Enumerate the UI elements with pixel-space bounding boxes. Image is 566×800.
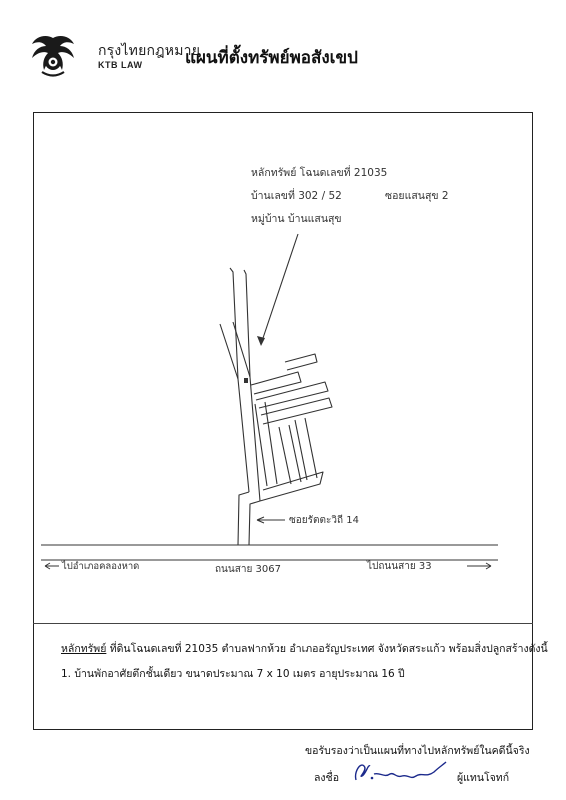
inner-road-6 [265,402,277,484]
inner-road-4 [285,354,317,370]
inner-road-7 [279,427,291,484]
page-header [28,32,548,82]
soi-road-left-edge [238,492,249,545]
certification-statement: ขอรับรองว่าเป็นแผนที่ทางไปหลักทรัพย์ในคดีนี้จริง [305,745,530,757]
inner-road-2 [256,382,328,408]
brand-english-name: KTB LAW [98,60,143,70]
inner-road-5 [255,404,267,486]
pointer-arrow-line [261,234,298,344]
handwritten-signature-icon [350,754,450,788]
inner-road-3 [261,398,332,424]
soi-pointer-arrow [257,517,285,523]
map-divider [33,623,533,624]
soi-label: ซอยรัตตะวิถี 14 [289,515,359,526]
ktb-law-logo-icon [28,32,78,80]
note-house-number: บ้านเลขที่ 302 / 52 [251,190,342,202]
inner-road-8 [289,425,301,482]
inner-road-9 [295,420,307,480]
left-direction-arrow [45,563,59,569]
soi-road-right-edge [249,501,260,545]
note-soi-name: ซอยแสนสุข 2 [385,190,449,202]
inner-road-10 [305,418,317,478]
document-title: แผนที่ตั้งทรัพย์พอสังเขป [185,48,358,68]
road-direction-right: ไปถนนสาย 33 [367,561,432,572]
property-description-line2: 1. บ้านพักอาศัยตึกชั้นเดียว ขนาดประมาณ 7 x 10 เมตร อายุประมาณ 16 ปี [61,668,405,680]
estate-road-west-outer [220,324,249,492]
property-details: ที่ดินโฉนดเลขที่ 21035 ตำบลฟากห้วย อำเภออรัญประเทศ จังหวัดสระแก้ว พร้อมสิ่งปลูกสร้างดังนี้ [106,643,548,655]
signer-role: ผู้แทนโจทก์ [457,772,510,784]
pointer-arrow-head [257,336,265,346]
brand-thai-name: กรุงไทยกฎหมาย [98,43,201,59]
road-direction-left: ไปอำเภอคลองหาด [62,561,140,572]
estate-road-south [260,472,323,501]
property-marker [244,378,248,383]
right-direction-arrow [467,563,491,569]
property-label: หลักทรัพย์ [61,643,107,655]
property-description-line1 [61,640,548,657]
note-title-deed: หลักทรัพย์ โฉนดเลขที่ 21035 [251,167,388,179]
note-village: หมู่บ้าน บ้านแสนสุข [251,213,342,225]
location-sketch-map [33,112,533,622]
road-name: ถนนสาย 3067 [215,564,281,575]
signature-label: ลงชื่อ [314,772,339,784]
